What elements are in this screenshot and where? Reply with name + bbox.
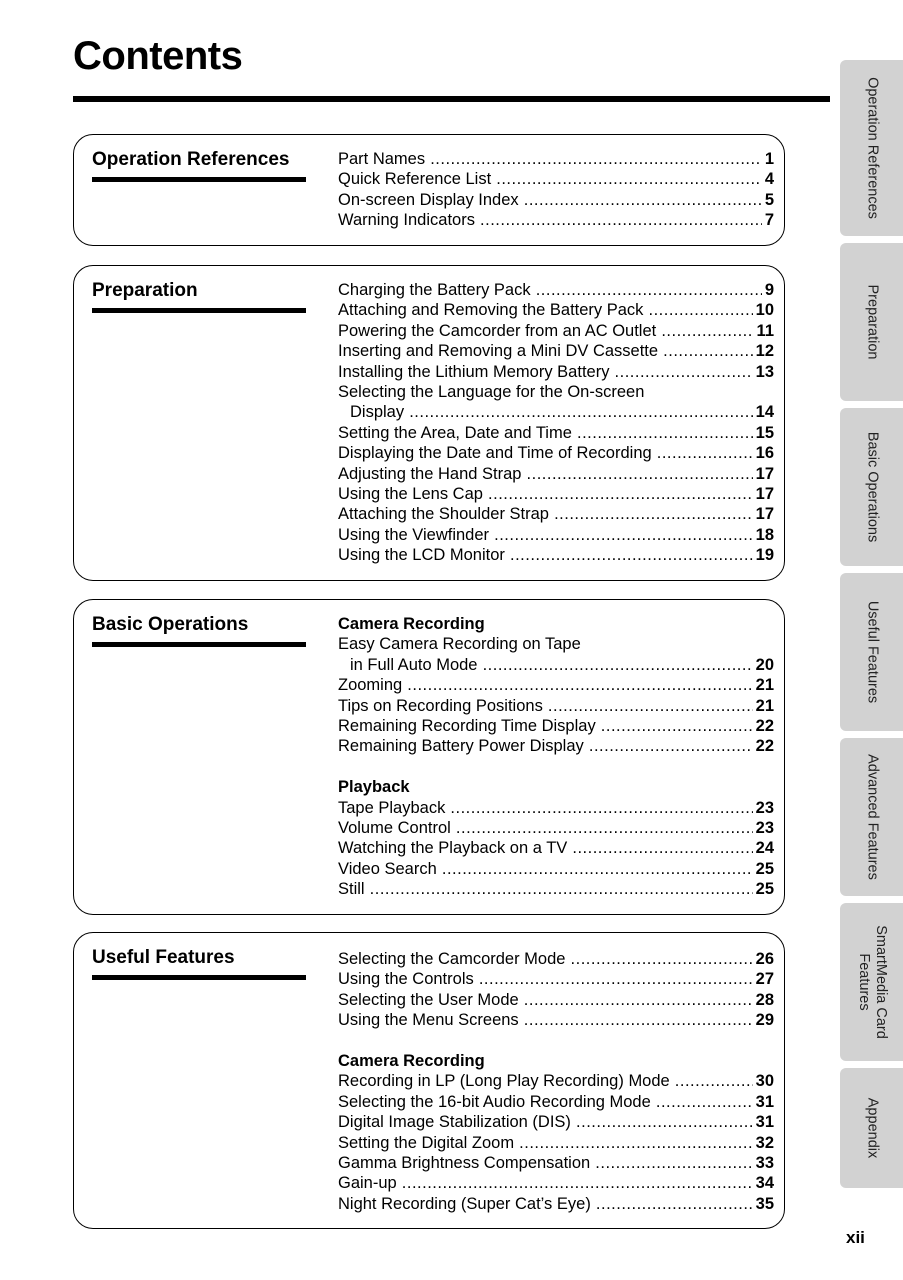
entry-title: Using the Menu Screens ..... (338, 1010, 753, 1030)
entry-page: 1 (764, 150, 774, 168)
toc-entry[interactable] (338, 321, 774, 341)
entry-page: 5 (764, 190, 774, 209)
section-heading: Operation References (92, 149, 306, 182)
tab-label (855, 925, 889, 1039)
entry-title: Selecting the Camcorder Mode ..... (338, 949, 753, 969)
toc-entry[interactable] (338, 341, 774, 361)
toc-entry[interactable] (338, 1112, 774, 1132)
entry-page: 17 (755, 505, 774, 524)
toc-entries (338, 149, 774, 231)
entry-title: Quick Reference List ..... (338, 169, 762, 189)
section-preparation (73, 265, 785, 581)
entry-page: 18 (755, 525, 774, 544)
toc-entry[interactable] (338, 525, 774, 545)
entry-title: Gamma Brightness Compensation ..... (338, 1153, 753, 1173)
entry-page: 32 (755, 1133, 774, 1152)
entry-title: Gain-up ..... (338, 1173, 753, 1193)
entry-title: Displaying the Date and Time of Recording ..... (338, 443, 753, 463)
entry-title: Attaching and Removing the Battery Pack ..... (338, 300, 753, 320)
tab-appendix[interactable] (840, 1068, 903, 1188)
entry-page: 25 (755, 880, 774, 899)
entry-title: Zooming ..... (338, 675, 753, 695)
entry-title: Video Search ..... (338, 859, 753, 879)
page-number: xii (846, 1228, 865, 1247)
toc-entry[interactable] (338, 818, 774, 838)
entry-page: 11 (756, 321, 774, 340)
toc-entry[interactable] (338, 423, 774, 443)
entry-page: 25 (755, 859, 774, 878)
toc-entry[interactable] (338, 545, 774, 565)
subsection-heading: Camera Recording (338, 1052, 485, 1071)
entry-title-continuation: Display ..... (350, 402, 753, 422)
section-heading: Preparation (92, 280, 306, 313)
toc-entry[interactable] (338, 169, 774, 189)
entry-page: 26 (755, 950, 774, 968)
toc-entry[interactable] (338, 1092, 774, 1112)
tab-label: Operation References (864, 77, 880, 219)
entry-page: 31 (755, 1092, 774, 1111)
toc-entry[interactable] (338, 210, 774, 230)
entry-page: 4 (764, 170, 774, 189)
toc-entry[interactable] (338, 280, 774, 300)
toc-entry[interactable] (338, 675, 774, 695)
entry-page: 23 (755, 798, 774, 817)
entry-title: Remaining Battery Power Display ..... (338, 736, 753, 756)
entry-title: Part Names ..... (338, 149, 762, 169)
entry-page: 13 (755, 362, 774, 381)
toc-entry[interactable] (338, 969, 774, 989)
entry-title-line1: Easy Camera Recording on Tape (338, 635, 581, 654)
toc-entry[interactable] (338, 1153, 774, 1173)
toc-entry[interactable] (338, 300, 774, 320)
entry-title: Recording in LP (Long Play Recording) Mode ..... (338, 1071, 753, 1091)
toc-entries (338, 614, 774, 900)
entry-title: Setting the Digital Zoom ..... (338, 1133, 753, 1153)
toc-entry[interactable] (338, 402, 774, 422)
entry-page: 14 (755, 403, 774, 422)
toc-entry[interactable] (338, 949, 774, 969)
entry-title: Using the Controls ..... (338, 969, 753, 989)
entry-title: Watching the Playback on a TV ..... (338, 838, 753, 858)
subsection-heading: Playback (338, 778, 410, 797)
tab-label-line: SmartMedia Card (872, 925, 889, 1039)
toc-entry[interactable] (338, 655, 774, 675)
toc-entry[interactable] (338, 736, 774, 756)
entry-page: 23 (755, 819, 774, 838)
entry-title: Digital Image Stabilization (DIS) ..... (338, 1112, 753, 1132)
entry-page: 9 (764, 281, 774, 299)
entry-title: Using the Viewfinder ..... (338, 525, 753, 545)
toc-entry[interactable] (338, 696, 774, 716)
entry-title-line1: Selecting the Language for the On-screen (338, 383, 645, 402)
section-basic-operations (73, 599, 785, 915)
section-heading: Basic Operations (92, 614, 306, 647)
entry-page: 12 (755, 342, 774, 361)
toc-entry[interactable] (338, 149, 774, 169)
entry-page: 24 (755, 839, 774, 858)
entry-page: 34 (755, 1174, 774, 1193)
entry-title: Volume Control ..... (338, 818, 753, 838)
entry-page: 22 (755, 717, 774, 736)
toc-entry[interactable] (338, 838, 774, 858)
entry-page: 29 (755, 1011, 774, 1030)
toc-entry[interactable] (338, 990, 774, 1010)
tab-preparation[interactable] (840, 243, 903, 401)
tab-basic-operations[interactable] (840, 408, 903, 566)
toc-entry[interactable] (338, 190, 774, 210)
entry-page: 33 (755, 1154, 774, 1173)
tab-label-line: Features (855, 953, 872, 1011)
entry-title: Inserting and Removing a Mini DV Cassette ..... (338, 341, 753, 361)
section-useful-features (73, 932, 785, 1229)
entry-page: 17 (755, 485, 774, 504)
entry-page: 28 (755, 990, 774, 1009)
tab-useful-features[interactable] (840, 573, 903, 731)
toc-entry[interactable] (338, 1071, 774, 1091)
tab-advanced-features[interactable] (840, 738, 903, 896)
entry-page: 21 (755, 696, 774, 715)
toc-entries (338, 280, 774, 566)
entry-page: 10 (755, 301, 774, 320)
entry-title: Tips on Recording Positions ..... (338, 696, 753, 716)
entry-page: 27 (755, 970, 774, 989)
entry-title-continuation: in Full Auto Mode ..... (350, 655, 753, 675)
entry-title: Using the Lens Cap ..... (338, 484, 753, 504)
group-spacer (338, 1031, 774, 1051)
entry-title: Setting the Area, Date and Time ..... (338, 423, 753, 443)
entry-page: 35 (755, 1194, 774, 1213)
tab-smartmedia-card-features[interactable] (840, 903, 903, 1061)
toc-entry[interactable] (338, 1133, 774, 1153)
entry-page: 17 (755, 464, 774, 483)
entry-title: Tape Playback ..... (338, 798, 753, 818)
tab-operation-references[interactable] (840, 60, 903, 236)
tab-label: Advanced Features (864, 754, 880, 880)
toc-entry[interactable] (338, 798, 774, 818)
entry-page: 31 (755, 1113, 774, 1132)
tab-label: Preparation (864, 284, 880, 360)
tab-label: Basic Operations (864, 431, 880, 543)
toc-entry[interactable] (338, 879, 774, 899)
entry-page: 30 (755, 1072, 774, 1091)
entry-page: 19 (755, 546, 774, 565)
toc-entry[interactable] (338, 484, 774, 504)
page-title: Contents (73, 34, 243, 78)
entry-title: Charging the Battery Pack ..... (338, 280, 762, 300)
entry-title: Attaching the Shoulder Strap ..... (338, 504, 753, 524)
toc-entries (338, 949, 774, 1214)
section-heading: Useful Features (92, 947, 306, 980)
entry-page: 15 (755, 423, 774, 442)
entry-page: 21 (755, 676, 774, 695)
entry-title: Adjusting the Hand Strap ..... (338, 464, 753, 484)
entry-title: Selecting the 16-bit Audio Recording Mode ..... (338, 1092, 753, 1112)
entry-title: On-screen Display Index ..... (338, 190, 762, 210)
entry-title: Warning Indicators ..... (338, 210, 762, 230)
toc-entry[interactable] (338, 443, 774, 463)
entry-page: 7 (764, 211, 774, 230)
toc-entry[interactable] (338, 1010, 774, 1030)
entry-title: Still ..... (338, 879, 753, 899)
toc-entry[interactable] (338, 362, 774, 382)
entry-title: Remaining Recording Time Display ..... (338, 716, 753, 736)
toc-entry[interactable] (338, 716, 774, 736)
toc-entry[interactable] (338, 859, 774, 879)
entry-title: Powering the Camcorder from an AC Outlet ..... (338, 321, 754, 341)
entry-page: 16 (755, 444, 774, 463)
entry-title: Selecting the User Mode ..... (338, 990, 753, 1010)
title-rule (73, 96, 830, 102)
toc-entry[interactable] (338, 1194, 774, 1214)
entry-title: Using the LCD Monitor ..... (338, 545, 753, 565)
entry-title: Installing the Lithium Memory Battery ..... (338, 362, 753, 382)
toc-entry[interactable] (338, 504, 774, 524)
entry-page: 22 (755, 737, 774, 756)
section-operation-references (73, 134, 785, 246)
toc-entry[interactable] (338, 464, 774, 484)
tab-label: Useful Features (864, 600, 880, 704)
subsection-heading: Camera Recording (338, 615, 485, 633)
entry-title: Night Recording (Super Cat’s Eye) ..... (338, 1194, 753, 1214)
group-spacer (338, 757, 774, 777)
tab-label: Appendix (864, 1097, 880, 1159)
entry-page: 20 (755, 655, 774, 674)
toc-entry[interactable] (338, 1173, 774, 1193)
